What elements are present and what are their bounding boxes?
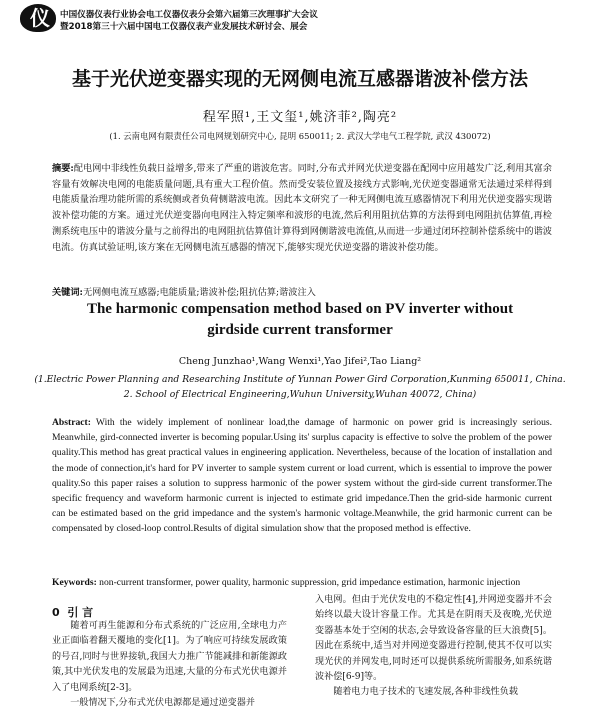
abstract-en-label: Abstract: [52,417,91,428]
keywords-cn-label: 关键词: [52,287,83,298]
abstract-cn-text: 配电网中非线性负载日益增多,带来了严重的谐波危害。同时,分布式并网光伏逆变器在配网中应用越发广泛,利用其富余容量有效解决电网的电能质量问题,具有重大工程价值。然而受安装位置及接线方式影响,光伏逆变器通常无法通过采样得到电能质量治理功能所需的系统侧或者负荷侧谐波电流。因此本文研究了一种无网侧电流互感器情况下利用光伏逆变器实现谐波补偿功能的方案。通过光伏逆变器向电网注入特定频率和波形的电流,然后利用阻抗估算的方法得到电网阻抗估算值,再检测系统电压中的谐波分量与之前得出的电网阻抗估算值计算得到网侧谐波电流值,从而进一步通过闭环控制补偿系统中的谐波电流。仿真试验证明,该方案在无网侧电流互感器的情况下,能够实现光伏逆变器的谐波补偿功能。 [52,163,552,253]
body-left-paragraph-1: 随着可再生能源和分布式系统的广泛应用,全球电力产业正面临着翻天覆地的变化[1]。为了响应可持续发展政策的号召,同时与世界接轨,我国大力推广节能减排和新能源政策,其中光伏发电的发展最为迅速,大量的分布式光伏电源并入了电网系统[2-3]。 [52,621,287,693]
abstract-cn-label: 摘要: [52,163,74,174]
section-heading [52,604,93,620]
affiliation-en-line-2: 2. School of Electrical Engineering,Wuhun University,Wuhan 40072, China) [123,389,477,400]
authors-cn: 程军照¹,王文玺¹,姚济菲²,陶亮² [202,110,398,125]
affiliation-cn: (1. 云南电网有限责任公司电网规划研究中心, 昆明 650011; 2. 武汉大学电气工程学院, 武汉 430072) [109,131,491,141]
authors-en: Cheng Junzhao¹,Wang Wenxi¹,Yao Jifei²,Tao Liang² [178,356,422,367]
abstract-cn [52,161,552,286]
header-line-2: 暨2018第三十六届中国电工仪器仪表产业发展技术研讨会、展会 [60,22,308,32]
affiliation-en [0,372,600,402]
body-right-paragraph-1: 入电网。但由于光伏发电的不稳定性[4],并网逆变器并不会始终以最大设计容量工作。尤其是在阴雨天及夜晚,光伏逆变器基本处于空闲的状态,会导致设备容量的巨大浪费[5]。因此在系统中,适当对并网逆变器进行控制,使其不仅可以实现光伏的并网发电,同时还可以提供系统所需服务,如系统谐波补偿[6-9]等。 [315,595,552,683]
body-left-paragraph-2: 一般情况下,分布式光伏电源都是通过逆变器并 [70,698,255,709]
keywords-en [52,575,552,590]
keywords-cn-text: 无网侧电流互感器;电能质量;谐波补偿;阻抗估算;谐波注入 [82,287,316,298]
body-column-right [315,593,552,698]
header-line-1: 中国仪器仪表行业协会电工仪器仪表分会第六届第三次理事扩大会议 [60,10,318,20]
section-number: 0 [52,606,60,619]
title-en-line-2: girdside current transformer [207,322,393,338]
conference-logo-icon: 仪 [20,4,56,32]
body-right-paragraph-2: 随着电力电子技术的飞速发展,各种非线性负载 [333,687,518,698]
abstract-en [52,415,552,575]
section-title: 引 言 [67,606,94,619]
keywords-en-label: Keywords: [52,577,97,588]
keywords-en-text: non-current transformer, power quality, harmonic suppression, grid impedance estimation, harmonic injection [99,577,521,588]
paper-title-en [0,299,600,341]
affiliation-en-line-1: (1.Electric Power Planning and Researching Institute of Yunnan Power Gird Corporation,Kunming 650011, China. [34,374,566,385]
abstract-en-text: With the widely implement of nonlinear load,the damage of harmonic on power grid is increasingly serious. Meanwhile, gird-connected inverter is becoming popular.Using its' surplus capacity is effective to solve the problem of the power quality.This method has great practical values in engineering application. Nevertheless, because of the location of installation and the mode of connection,it's hard for PV inverter to sample system current or load current, which is essential to improve the power quality.So this paper raises a solution to suppress harmonic of the power system without the gird-side current transformer.The specific frequency and waveform harmonic current is injected to estimate grid impedance.Then the grid-side harmonic current can be estimated based on the grid impedance and the system's harmonic voltage.Meanwhile, the grid harmonic current can be compensated by closed-loop control.Results of digital simulation show that the proposed method is effective. [52,417,553,535]
body-column-left [52,619,287,709]
paper-title-cn: 基于光伏逆变器实现的无网侧电流互感器谐波补偿方法 [71,68,528,90]
title-en-line-1: The harmonic compensation method based on PV inverter without [86,301,514,317]
keywords-cn [52,284,552,298]
conference-header [20,2,580,36]
